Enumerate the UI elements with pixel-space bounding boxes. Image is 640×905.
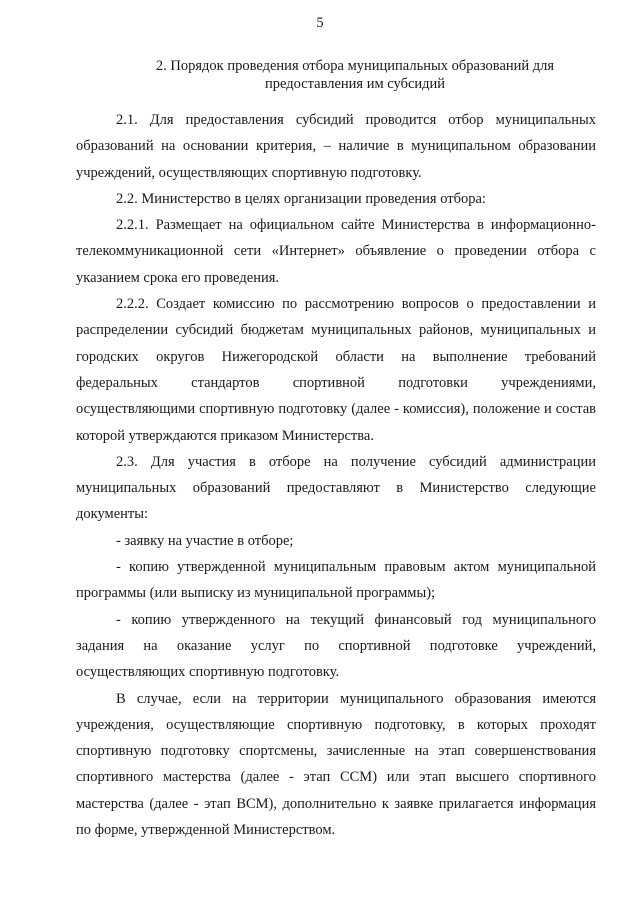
paragraph-additional-info: В случае, если на территории муниципального образования имеются учреждения, осуществляющие спортивную подготовку, в которых проходят спортивную подготовку спортсмены, зачисленные на этап совершенствования спортивного мастерства (далее - этап ССМ) или этап высшего спортивного мастерства (далее - этап ВСМ), дополнительно к заявке прилагается информация по форме, утвержденной Министерством. xyxy=(76,690,596,839)
paragraph-2-2: 2.2. Министерство в целях организации проведения отбора: xyxy=(116,190,486,207)
list-item-task-copy: - копию утвержденного на текущий финансовый год муниципального задания на оказание услуг по спортивной подготовке учреждений, осуществляющих спортивную подготовку. xyxy=(76,611,596,681)
list-item-application: - заявку на участие в отборе; xyxy=(116,532,294,549)
page-number: 5 xyxy=(316,15,324,31)
paragraph-2-3: 2.3. Для участия в отборе на получение субсидий администрации муниципальных образований предоставляют в Министерство следующие документы: xyxy=(76,453,596,523)
list-item-program-copy: - копию утвержденной муниципальным правовым актом муниципальной программы (или выписку из муниципальной программы); xyxy=(76,559,596,602)
paragraph-2-2-1: 2.2.1. Размещает на официальном сайте Министерства в информационно-телекоммуникационной сети «Интернет» объявление о проведении отбора с указанием срока его проведения. xyxy=(76,217,596,286)
section-heading xyxy=(100,57,610,93)
document-body xyxy=(76,107,596,843)
paragraph-2-1: 2.1. Для предоставления субсидий проводится отбор муниципальных образований на основании критерия, – наличие в муниципальном образовании учреждений, осуществляющих спортивную подготовку. xyxy=(76,112,596,181)
section-heading-line-2: предоставления им субсидий xyxy=(264,76,446,92)
section-heading-line-1: 2. Порядок проведения отбора муниципальных образований для xyxy=(155,58,555,74)
paragraph-2-2-2: 2.2.2. Создает комиссию по рассмотрению вопросов о предоставлении и распределении субсидий бюджетам муниципальных районов, муниципальных и городских округов Нижегородской области на выполнение требований федеральных стандартов спортивной подготовки учреждениями, осуществляющими спортивную подготовку (далее - комиссия), положение и состав которой утверждаются приказом Министерства. xyxy=(76,296,596,444)
